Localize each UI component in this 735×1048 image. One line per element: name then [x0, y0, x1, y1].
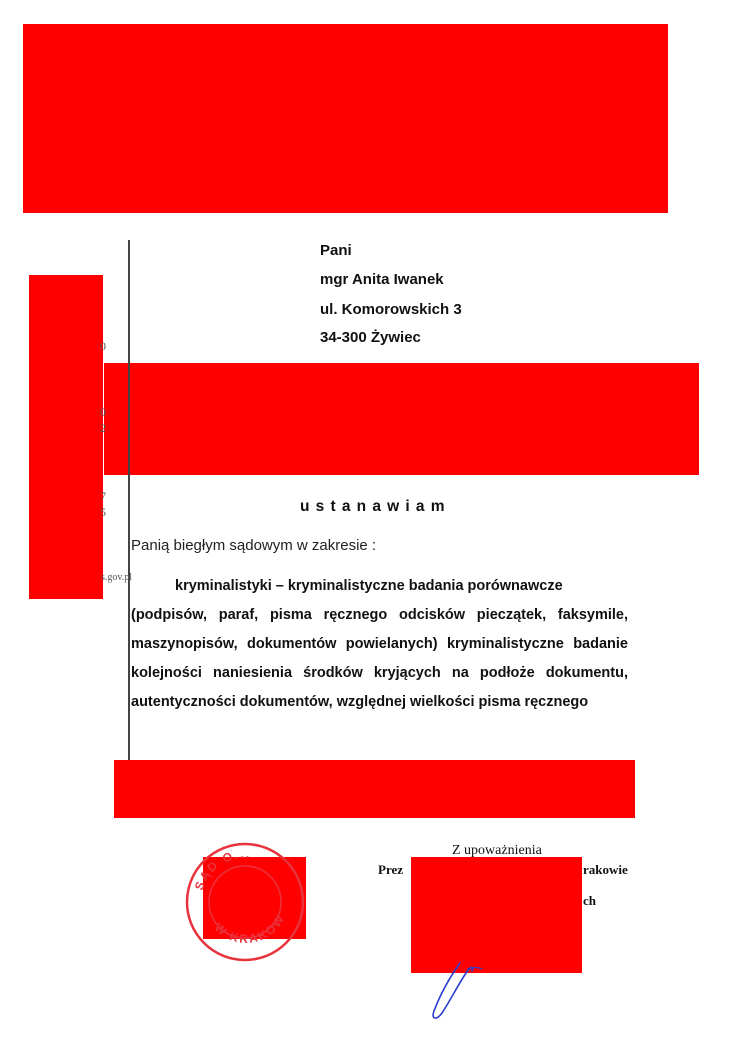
stamp-text-bottom: W KRAKOW — [211, 911, 288, 947]
margin-rule — [128, 240, 130, 760]
margin-fragment: 0 — [100, 405, 106, 419]
stamp-text-top: SĄD O... — [191, 846, 252, 893]
svg-text:W KRAKOW — [212, 911, 288, 946]
redaction-lower-band — [114, 760, 635, 818]
signature-title-fragment: ch — [583, 893, 596, 908]
redaction-left-margin — [29, 275, 103, 599]
court-stamp — [183, 840, 307, 964]
signature-authorization: Z upoważnienia — [452, 843, 542, 858]
margin-fragment: 0 — [100, 339, 106, 353]
scope-paragraph — [131, 572, 628, 717]
handwritten-signature — [420, 955, 500, 1025]
svg-text:SĄD O... — [192, 847, 252, 892]
recipient-city: 34-300 Żywiec — [320, 329, 421, 346]
intro-text: Panią biegłym sądowym w zakresie : — [131, 537, 377, 554]
signature-title-left: Prez — [378, 862, 404, 877]
scope-body: (podpisów, paraf, pisma ręcznego odcisków pieczątek, faksymile, maszynopisów, dokumentów powielanych) kryminalistyczne badanie kolejności naniesienia środków kryjących na podłoże dokumentu, autentyczności dokumentów, względnej wielkości pisma ręcznego — [131, 607, 628, 710]
redaction-header — [23, 24, 668, 213]
redaction-mid-band — [104, 363, 699, 475]
recipient-name: mgr Anita Iwanek — [320, 271, 444, 288]
decision-heading: ustanawiam — [300, 498, 451, 515]
margin-fragment: 5 — [100, 505, 106, 519]
margin-fragment: 7 — [100, 489, 106, 503]
recipient-street: ul. Komorowskich 3 — [320, 301, 462, 318]
recipient-line: Pani — [320, 242, 352, 259]
margin-fragment: s.gov.pl — [101, 572, 133, 583]
signature-title-right: rakowie — [583, 862, 628, 877]
scope-first-line: kryminalistyki – kryminalistyczne badania porównawcze — [175, 578, 563, 594]
margin-fragment: 2 — [100, 421, 106, 435]
